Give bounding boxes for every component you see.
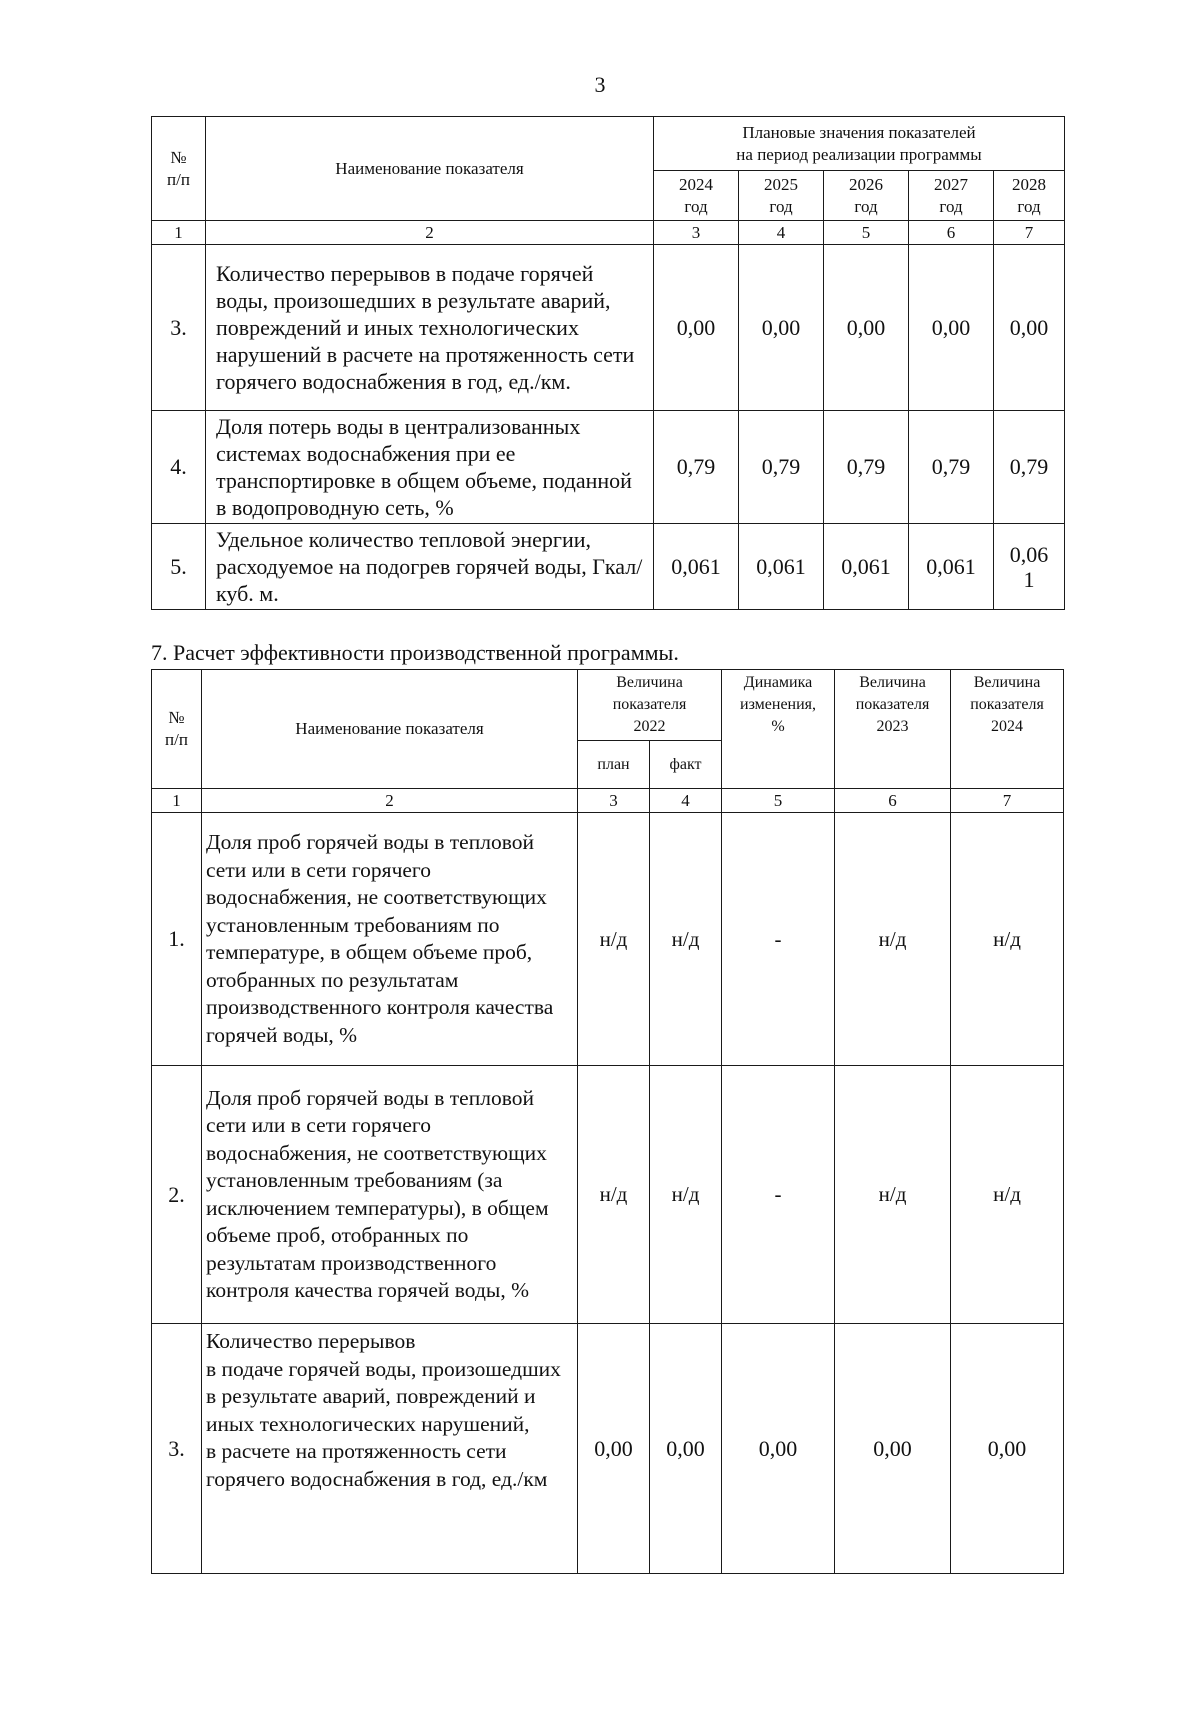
value-cell: н/д (578, 1066, 650, 1324)
column-number: 1 (152, 221, 206, 245)
value-cell: 0,00 (578, 1324, 650, 1574)
value-cell: 0,79 (739, 411, 824, 524)
value-2023-header: Величина показателя 2023 (835, 670, 951, 789)
plan-header: план (578, 741, 650, 789)
table-row (152, 524, 1065, 610)
value-cell: н/д (650, 1066, 722, 1324)
num-header: № п/п (152, 117, 206, 221)
value-cell: 0,00 (654, 245, 739, 411)
value-cell: 0,79 (994, 411, 1065, 524)
year-header-2028: 2028 год (994, 171, 1065, 221)
indicator-name: Количество перерывов в подаче горячей воды, произошедших в результате аварий, повреждений и иных технологических нарушений, в расчете на протяженность сети горячего водоснабжения в год, ед./км (202, 1324, 578, 1574)
column-number: 7 (994, 221, 1065, 245)
value-cell: 0,06 1 (994, 524, 1065, 610)
column-number: 5 (722, 789, 835, 813)
indicator-name: Количество перерывов в подаче горячей воды, произошедших в результате аварий, повреждений и иных технологических нарушений в расчете на протяженность сети горячего водоснабжения в год, ед./км. (206, 245, 654, 411)
column-number: 2 (202, 789, 578, 813)
value-2024-header: Величина показателя 2024 (951, 670, 1064, 789)
column-number: 7 (951, 789, 1064, 813)
indicator-name: Доля проб горячей воды в тепловой сети или в сети горячего водоснабжения, не соответствующих установленным требованиям (за исключением температуры), в общем объеме проб, отобранных по результатам производственного контроля качества горячей воды, % (202, 1066, 578, 1324)
efficiency-table (151, 669, 1064, 1574)
row-number: 3. (152, 1324, 202, 1574)
value-cell: 0,00 (722, 1324, 835, 1574)
planned-indicators-table (151, 116, 1065, 610)
value-cell: 0,79 (824, 411, 909, 524)
value-cell: н/д (951, 813, 1064, 1066)
indicator-name: Удельное количество тепловой энергии, расходуемое на подогрев горячей воды, Гкал/куб. м. (206, 524, 654, 610)
value-cell: 0,00 (835, 1324, 951, 1574)
value-cell: н/д (650, 813, 722, 1066)
year-header-2024: 2024 год (654, 171, 739, 221)
table-row (152, 813, 1064, 1066)
column-numbers-row (152, 789, 1064, 813)
section-title: 7. Расчет эффективности производственной программы. (151, 640, 679, 665)
value-2022-header: Величина показателя 2022 (578, 670, 722, 741)
value-cell: 0,00 (739, 245, 824, 411)
row-number: 2. (152, 1066, 202, 1324)
indicator-name: Доля потерь воды в централизованных системах водоснабжения при ее транспортировке в общем объеме, поданной в водопроводную сеть, % (206, 411, 654, 524)
value-cell: н/д (951, 1066, 1064, 1324)
row-number: 3. (152, 245, 206, 411)
dynamics-header: Динамика изменения, % (722, 670, 835, 789)
year-header-2025: 2025 год (739, 171, 824, 221)
table-row (152, 245, 1065, 411)
table-row (152, 411, 1065, 524)
row-number: 4. (152, 411, 206, 524)
page-number: 3 (594, 72, 606, 97)
column-number: 3 (578, 789, 650, 813)
value-cell: 0,061 (654, 524, 739, 610)
value-cell: 0,00 (824, 245, 909, 411)
value-cell: 0,061 (739, 524, 824, 610)
value-cell: - (722, 813, 835, 1066)
column-number: 6 (909, 221, 994, 245)
column-number: 3 (654, 221, 739, 245)
year-header-2026: 2026 год (824, 171, 909, 221)
year-header-2027: 2027 год (909, 171, 994, 221)
fact-header: факт (650, 741, 722, 789)
column-number: 6 (835, 789, 951, 813)
value-cell: 0,00 (650, 1324, 722, 1574)
indicator-name: Доля проб горячей воды в тепловой сети или в сети горячего водоснабжения, не соответствующих установленным требованиям по температуре, в общем объеме проб, отобранных по результатам производственного контроля качества горячей воды, % (202, 813, 578, 1066)
value-cell: 0,00 (994, 245, 1065, 411)
column-number: 2 (206, 221, 654, 245)
value-cell: 0,00 (909, 245, 994, 411)
name-header: Наименование показателя (202, 670, 578, 789)
table-row (152, 1324, 1064, 1574)
column-number: 4 (739, 221, 824, 245)
value-cell: н/д (578, 813, 650, 1066)
row-number: 5. (152, 524, 206, 610)
value-cell: 0,061 (909, 524, 994, 610)
value-cell: н/д (835, 1066, 951, 1324)
value-cell: 0,00 (951, 1324, 1064, 1574)
value-cell: н/д (835, 813, 951, 1066)
column-number: 5 (824, 221, 909, 245)
row-number: 1. (152, 813, 202, 1066)
column-number: 4 (650, 789, 722, 813)
value-cell: 0,061 (824, 524, 909, 610)
value-cell: 0,79 (654, 411, 739, 524)
value-cell: 0,79 (909, 411, 994, 524)
table-row (152, 1066, 1064, 1324)
planned-values-header: Плановые значения показателей на период реализации программы (654, 117, 1065, 171)
column-numbers-row (152, 221, 1065, 245)
value-cell: - (722, 1066, 835, 1324)
name-header: Наименование показателя (206, 117, 654, 221)
num-header: № п/п (152, 670, 202, 789)
column-number: 1 (152, 789, 202, 813)
